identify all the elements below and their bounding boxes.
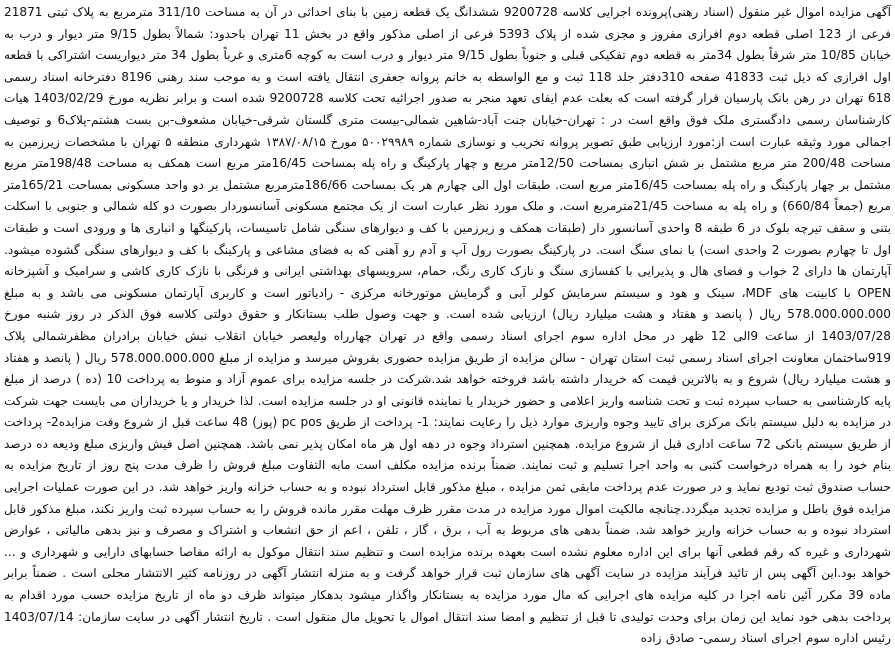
auction-notice-text: آگهی مزایده اموال غیر منقول (اسناد رهنی)پرونده اجرایی کلاسه 9200728 ششدانگ یک قطعه زمین با بنای احداثی در آن به مساحت 311/10 مترمربع به پلاک ثبتی 21871 فرعی از 123 اصلی قطعه دوم افرازی مفروز و مجزی شده از پلاک 5393 فرعی از اصلی مذکور واقع در بخش 11 تهران باحدود: شمالاً بطول 9/15 متر دیوار و درب به خیابان 10/85 متر شرقاً بطول 34متر به قطعه دوم تفکیکی قبلی و جنوباً بطول 9/15 متر دیوار و درب است به کوچه 6متری و غرباً بطول 34 متر دیواریست اشتراکی با قطعه اول افرازی که ذیل ثبت 41833 صفحه 310دفتر جلد 118 ثبت و مع الواسطه به خانم پروانه جعفری انتقال یافته است و به موجب سند رهنی 8196 دفترخانه اسناد رسمی 618 تهران در رهن بانک پارسیان قرار گرفته است که بعلت عدم ایفای تعهد منجر به صدور اجرائیه تحت کلاسه 9200728 شده است و برابر نظریه مورخ 1403/02/29 هیات کارشناسان رسمی دادگستری ملک فوق واقع است در : تهران-خیابان جنت آباد-شاهین شمالی-بیست متری گلستان شرقی-خیابان مشعوف-بن بست هشتم-پلاک6 و توصیف اجمالی مورد وثیقه عبارت است از:مورد ارزیابی طبق تصویر پروانه تخریب و نوسازی شماره ۵۰۰۲۹۹۸۹ مورخ ۱۳۸۷/۰۸/۱۵ شهرداری منطقه ۵ تهران با مشخصات زیرزمین به مساحت 200/48 متر مربع مشتمل بر شش انباری بمساحت 12/50متر مربع و چهار پارکینگ و راه پله بمساحت 16/45متر مربع است همکف به مساحت 198/48متر مربع مشتمل بر چهار پارکینگ و راه پله بمساحت 16/45متر مربع است. طبقات اول الی چهارم هر یک بمساحت 186/66مترمربع مشتمل بر دو واحد مسکونی بمساحت 165/21متر مربع (جمعاً 660/84) و راه پله به مساحت 21/45مترمربع است. و ملک مورد نظر عبارت است از یک مجتمع مسکونی آسانسوردار بصورت دو کله شمالی و جنوبی با اسکلت بتنی و سقف تیرچه بلوک در 6 طبقه 8 واحدی آسانسور دار (طبقات همکف و زیرزمین با کف و دیوارهای سنگی شامل تاسیسات، پارکینگها و انباری ها و ورودی است و طبقات اول تا چهارم بصورت 2 واحدی است) با نمای سنگ است. در پارکینگ بصورت رول آپ و آدم رو آهنی که به فضای مشاعی و پارکینگ با کف و دیوارهای سنگی گشوده میشود. آپارتمان ها دارای 2 خواب و فضای هال و پذیرایی با کفسازی سنگ و نازک کاری رنگ، حمام، سرویسهای بهداشتی ایرانی و فرنگی با نازک کاری کاشی و سرامیک و آشپزخانه OPEN با کابینت های MDF، سینک و هود و سیستم سرمایش کولر آبی و گرمایش موتورخانه مرکزی - رادیاتور است و کاربری آپارتمان مسکونی می باشد و به مبلغ 578.000.000.000 ریال ( پانصد و هفتاد و هشت میلیارد ریال) ارزیابی شده است. و جهت وصول طلب بستانکار و حقوق دولتی کلاسه فوق الذکر در روز شنبه مورخ 1403/07/28 از ساعت 9الی 12 ظهر در محل اداره سوم اجرای اسناد رسمی واقع در تهران چهارراه ولیعصر خیابان انقلاب نبش خیابان برادران مظفرشمالی پلاک 919ساختمان معاونت اجرای اسناد رسمی ثبت استان تهران - سالن مزایده از طریق مزایده حضوری بفروش میرسد و مزایده از مبلغ 578.000.000.000 ریال ( پانصد و هفتاد و هشت میلیارد ریال) شروع و به بالاترین قیمت که خریدار داشته باشد فروخته خواهد شد.شرکت در جلسه مزایده برای عموم آزاد و منوط به پرداخت 10 (ده ) درصد از مبلغ پایه کارشناسی به حساب سپرده ثبت و تحت شناسه واریز اعلامی و حضور خریدار یا نماینده قانونی او در جلسه مزایده است. لذا خریدار و یا خریداران می بایست جهت شرکت در مزایده به دلیل سیستم بانک مرکزی برای تایید وجوه واریزی موارد ذیل را رعایت نمایند: 1- پرداخت از طریق pc pos (پوز) 48 ساعت قبل از شروع وقت مزایده2- پرداخت از طریق سیستم بانکی 72 ساعت اداری قبل از شروع مزایده. همچنین استرداد وجوه در دهه اول هر ماه امکان پذیر نمی باشد. همچنین اصل فیش واریزی مبلغ ودیعه ده درصد بنام خود را به همراه درخواست کتبی به واحد اجرا تسلیم و ثبت نمایند. ضمناً برنده مزایده مکلف است مابه التفاوت مبلغ فروش را ظرف مدت پنج روز از تاریخ مزایده به حساب صندوق ثبت تودیع نماید و در صورت عدم پرداخت مابقی ثمن مزایده ، مبلغ مذکور قابل استرداد نبوده و به حساب خزانه واریز خواهد شد. در این صورت عملیات اجرایی مزایده فوق باطل و مزایده تجدید میگردد.چنانچه مالکیت اموال مورد مزایده در مدت مقرر ظرف مهلت مقرر مانده فروش را به حساب سپرده ثبت واریز نکند، مبلغ مذکور قابل استرداد نبوده و به حساب خزانه واریز خواهد شد. ضمناً بدهی های مربوط به آب ، برق ، گاز ، تلفن ، اعم از حق انشعاب و اشتراک و مصرف و نیز بدهی مالیاتی ، عوارض شهرداری و غیره که رقم قطعی آنها برای این اداره معلوم نشده است بعهده برنده مزایده است و تنظیم سند انتقال موکول به ارائه مفاصا حسابهای دارایی و شهرداری و ... خواهد بود.این آگهی پس از تائید فرآیند مزایده در سایت آگهی های سازمان ثبت قرار خواهد گرفت و به منزله انتشار آگهی در روزنامه کثیر الانتشار محلی است . ضمناً برابر ماده 39 مکرر آئین نامه اجرا در کلیه مزایده های اجرایی که مال مورد مزایده به بستانکار واگذار میشود بدهکار میتواند ظرف دو ماه از تاریخ مزایده حسب مورد اقدام به پرداخت بدهی خود نماید این زمان برای وحدت تولیدی تا قبل از تنظیم و امضا سند انتقال اموال یا تحویل مال منقول است . تاریخ انتشار آگهی در سایت سازمان: 1403/07/14 رئیس اداره سوم اجرای اسناد رسمی- صادق زاده xyxy=(4,5,892,646)
